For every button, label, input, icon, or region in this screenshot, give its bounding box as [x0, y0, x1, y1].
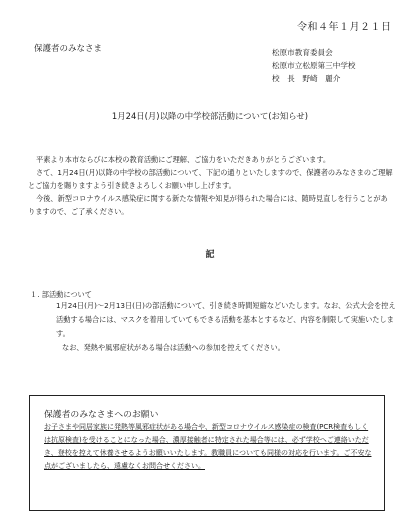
- item-body: 1月24日(月)～2月13日(日)の部活動について、引き続き時間短縮などいたします。なお、公式大会を控え活動する場合には、マスクを着用していてもできる活動を基本とするなど、内容を制限して実施いたします。: [56, 301, 396, 338]
- sender-block: [272, 46, 356, 85]
- notice-body: お子さまや同居家族に発熱等風邪症状がある場合や、新型コロナウイルス感染症の検査(PCR検査もしくは抗原検査)を受けることになった場合、濃厚接触者に特定された場合等には、必ず学校へご連絡いただき、登校を控えて休養させるようお願いいたします。教職員についても同様の対応を行います。ご不安な点がございましたら、遠慮なくお問合せください。: [44, 423, 372, 470]
- ki-heading: 記: [205, 250, 215, 260]
- item-heading: １. 部活動について: [30, 290, 92, 299]
- review-paragraph: 今後、新型コロナウイルス感染症に関する新たな情報や知見が得られた場合には、随時見直しを行うことがありますので、ご了承ください。: [28, 194, 388, 216]
- notice-title: 保護者のみなさまへのお願い: [44, 410, 159, 420]
- document-title: 1月24日(月)以降の中学校部活動について(お知らせ): [111, 111, 309, 121]
- sender-board: 松原市教育委員会: [272, 48, 333, 57]
- addressee: 保護者のみなさま: [34, 44, 103, 54]
- sender-school: 松原市立松原第三中学校: [272, 61, 356, 70]
- item-note: なお、発熱や風邪症状がある場合は活動への参加を控えてください。: [62, 343, 285, 352]
- greeting-paragraph: 平素より本市ならびに本校の教育活動にご理解、ご協力をいただきありがとうございます。: [36, 155, 331, 164]
- intro-paragraph: さて、1月24日(月)以降の中学校の部活動について、下記の通りといたしますので、保護者のみなさまのご理解とご協力を賜りますよう引き続きよろしくお願い申し上げます。: [28, 168, 393, 190]
- sender-principal: 校 長 野崎 麗介: [272, 74, 341, 83]
- notice-box: [29, 395, 385, 511]
- issue-date: 令和４年１月２１日: [297, 22, 392, 33]
